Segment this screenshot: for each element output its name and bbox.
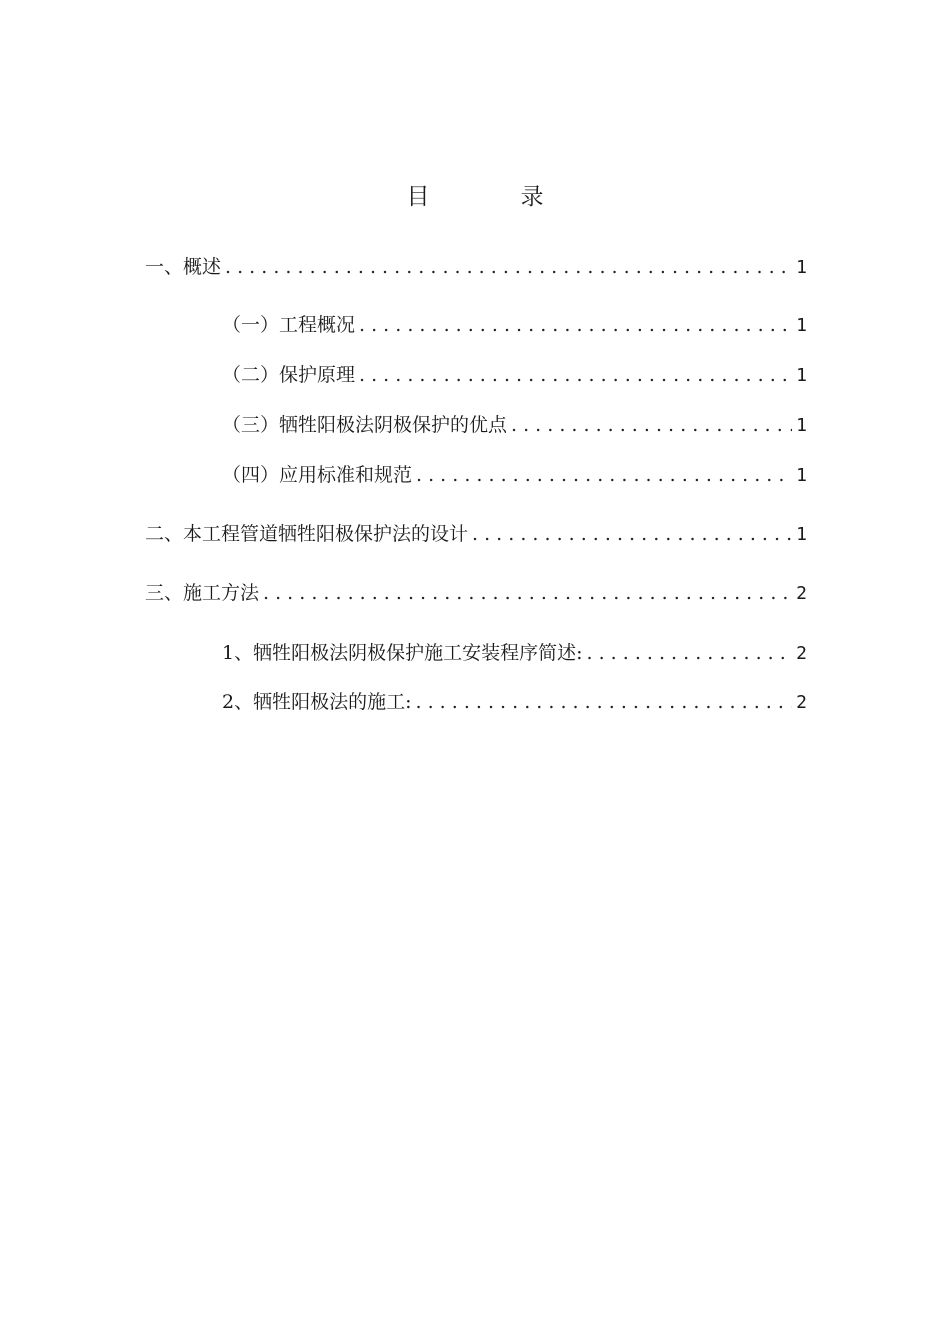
toc-leader-dots [587,640,793,666]
toc-entry-text: 1、牺牲阳极法阴极保护施工安装程序简述: [222,642,583,664]
toc-entry[interactable] [222,640,807,667]
toc-page-number: 1 [796,524,807,545]
toc-entry-text: 二、本工程管道牺牲阳极保护法的设计 [145,523,469,545]
toc-entry[interactable] [222,362,807,389]
toc-leader-dots [359,312,792,338]
toc-entry[interactable] [222,689,807,716]
toc-leader-dots [359,362,792,388]
toc-leader-dots [416,689,793,715]
toc-leader-dots [263,580,792,606]
toc-entry-text: （二）保护原理 [222,364,356,386]
toc-entry[interactable] [222,312,807,339]
toc-entry-text: （三）牺牲阳极法阴极保护的优点 [222,414,508,436]
toc-leader-dots [511,412,792,438]
toc-page-number: 1 [796,415,807,436]
toc-leader-dots [225,254,792,280]
toc-title: 目 录 [406,184,578,210]
toc-entry-text: （一）工程概况 [222,314,356,336]
toc-entry[interactable] [145,254,807,281]
toc-entry[interactable] [222,462,807,489]
toc-entry[interactable] [145,580,807,607]
toc-entry-text: 2、牺牲阳极法的施工: [222,691,412,713]
toc-page-number: 1 [796,465,807,486]
toc-entry[interactable] [145,521,807,548]
toc-page-number: 2 [796,643,807,664]
toc-entry-text: 一、概述 [145,256,222,278]
toc-leader-dots [472,521,792,547]
toc-page-number: 2 [796,692,807,713]
toc-entry-text: 三、施工方法 [145,582,260,604]
toc-page-number: 2 [796,583,807,604]
toc-page-number: 1 [796,315,807,336]
toc-page-number: 1 [796,257,807,278]
toc-entry[interactable] [222,412,807,439]
toc-entry-text: （四）应用标准和规范 [222,464,413,486]
toc-leader-dots [416,462,792,488]
toc-page-number: 1 [796,365,807,386]
